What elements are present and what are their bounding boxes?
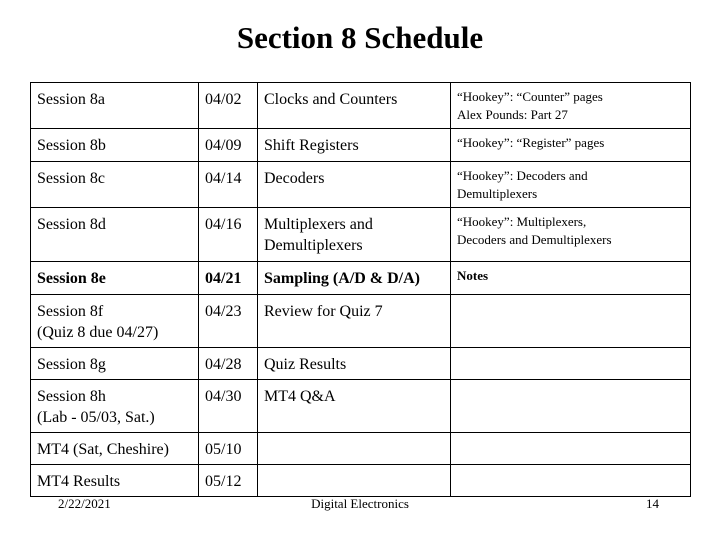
footer-page-number: 14 <box>646 496 659 511</box>
notes-line: “Hookey”: “Counter” pages <box>457 89 603 104</box>
schedule-table <box>30 82 691 497</box>
notes-cell <box>451 162 691 208</box>
notes-line: “Hookey”: “Register” pages <box>457 135 605 150</box>
session-cell <box>31 465 199 497</box>
date-cell: 04/02 <box>199 83 258 129</box>
date-cell: 04/14 <box>199 162 258 208</box>
footer-date: 2/22/2021 <box>58 496 111 511</box>
notes-cell <box>451 129 691 162</box>
notes-cell <box>451 380 691 433</box>
date-cell: 05/10 <box>199 433 258 465</box>
schedule-row <box>31 295 691 348</box>
footer-course: Digital Electronics <box>311 496 409 511</box>
session-line: Session 8h <box>37 388 106 405</box>
topic-line: Decoders <box>264 170 325 187</box>
notes-cell <box>451 83 691 129</box>
session-line: (Quiz 8 due 04/27) <box>37 324 159 341</box>
topic-cell <box>258 295 451 348</box>
schedule-row <box>31 380 691 433</box>
date-cell: 04/09 <box>199 129 258 162</box>
schedule-row <box>31 433 691 465</box>
session-cell <box>31 348 199 380</box>
topic-cell <box>258 129 451 162</box>
notes-cell <box>451 433 691 465</box>
schedule-row <box>31 262 691 295</box>
topic-cell <box>258 348 451 380</box>
notes-line: Demultiplexers <box>457 186 538 201</box>
date-cell: 04/21 <box>199 262 258 295</box>
topic-cell <box>258 433 451 465</box>
session-cell <box>31 433 199 465</box>
notes-line: “Hookey”: Multiplexers, <box>457 214 587 229</box>
notes-cell <box>451 262 691 295</box>
date-cell: 04/23 <box>199 295 258 348</box>
session-cell <box>31 162 199 208</box>
session-line: Session 8e <box>37 270 106 287</box>
notes-cell <box>451 208 691 262</box>
session-cell <box>31 129 199 162</box>
topic-line: Quiz Results <box>264 356 347 373</box>
schedule-row <box>31 348 691 380</box>
session-line: MT4 (Sat, Cheshire) <box>37 441 169 458</box>
notes-cell <box>451 295 691 348</box>
slide-title: Section 8 Schedule <box>236 20 484 55</box>
schedule-row <box>31 162 691 208</box>
notes-cell <box>451 348 691 380</box>
date-cell: 04/16 <box>199 208 258 262</box>
topic-line: Multiplexers and <box>264 216 373 233</box>
schedule-body <box>31 83 691 497</box>
session-line: (Lab - 05/03, Sat.) <box>37 409 155 426</box>
session-line: Session 8d <box>37 216 106 233</box>
topic-cell <box>258 162 451 208</box>
topic-cell <box>258 465 451 497</box>
session-line: Session 8f <box>37 303 104 320</box>
topic-cell <box>258 208 451 262</box>
session-cell <box>31 380 199 433</box>
topic-line: MT4 Q&A <box>264 388 336 405</box>
topic-line: Demultiplexers <box>264 237 363 254</box>
topic-line: Sampling (A/D & D/A) <box>264 270 421 287</box>
session-cell <box>31 208 199 262</box>
schedule-row <box>31 465 691 497</box>
topic-line: Shift Registers <box>264 137 359 154</box>
schedule-row <box>31 129 691 162</box>
session-line: Session 8b <box>37 137 106 154</box>
session-line: MT4 Results <box>37 473 121 490</box>
topic-cell <box>258 262 451 295</box>
notes-line: Notes <box>457 268 489 283</box>
session-line: Session 8c <box>37 170 105 187</box>
schedule-row <box>31 208 691 262</box>
notes-line: “Hookey”: Decoders and <box>457 168 588 183</box>
session-line: Session 8g <box>37 356 106 373</box>
topic-cell <box>258 380 451 433</box>
topic-line: Review for Quiz 7 <box>264 303 383 320</box>
session-cell <box>31 295 199 348</box>
notes-line: Alex Pounds: Part 27 <box>457 107 568 122</box>
notes-line: Decoders and Demultiplexers <box>457 232 612 247</box>
session-cell <box>31 83 199 129</box>
session-line: Session 8a <box>37 91 105 108</box>
topic-line: Clocks and Counters <box>264 91 398 108</box>
topic-cell <box>258 83 451 129</box>
date-cell: 04/28 <box>199 348 258 380</box>
date-cell: 05/12 <box>199 465 258 497</box>
date-cell: 04/30 <box>199 380 258 433</box>
session-cell <box>31 262 199 295</box>
schedule-row <box>31 83 691 129</box>
notes-cell <box>451 465 691 497</box>
